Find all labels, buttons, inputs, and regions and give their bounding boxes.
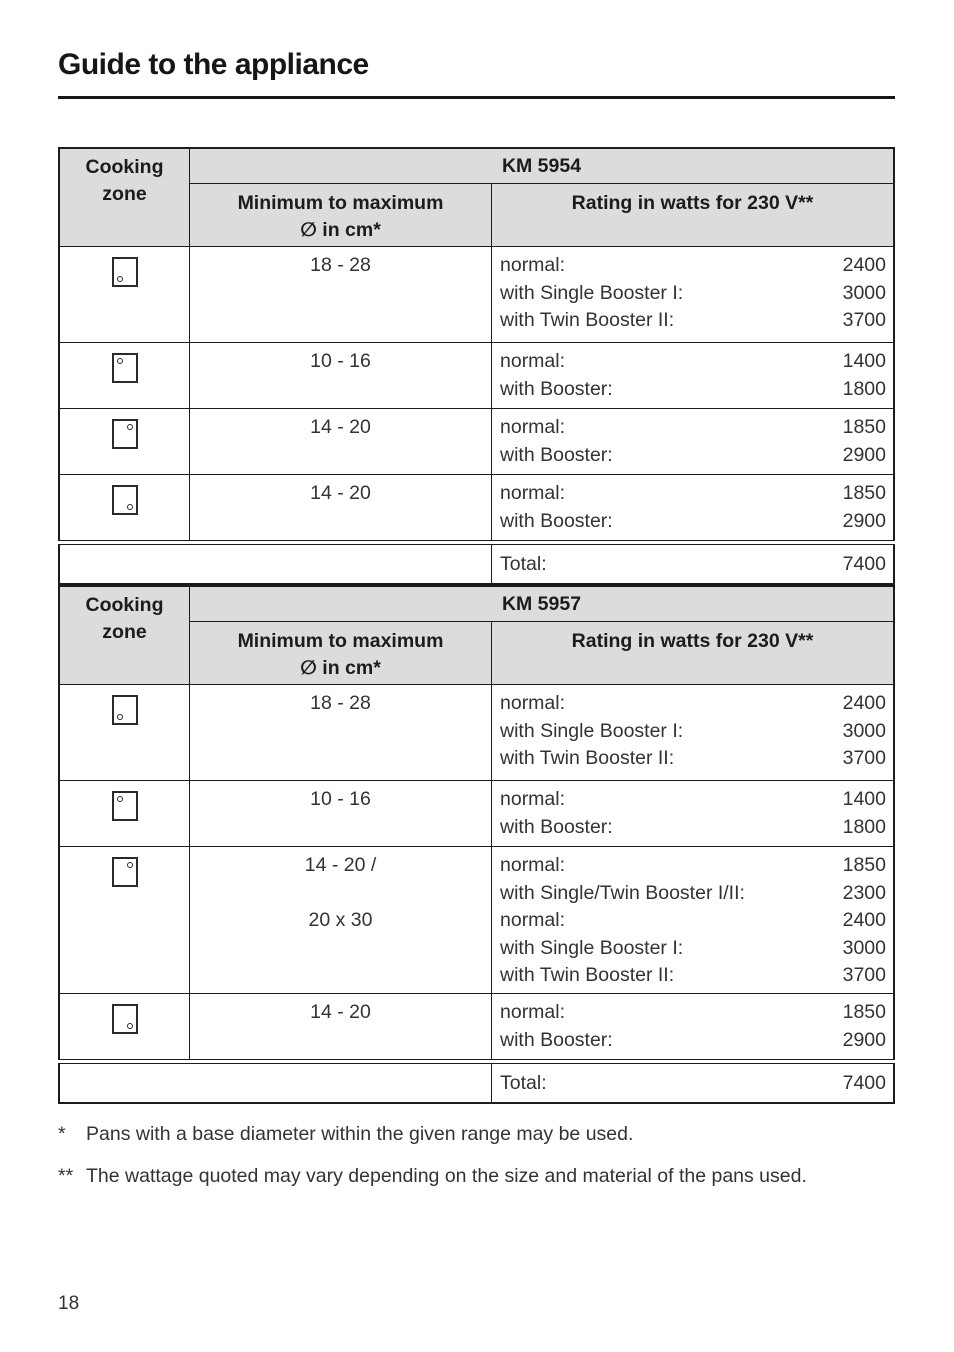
table-row	[60, 474, 893, 540]
rating-value: 2900	[842, 509, 886, 532]
model-header: KM 5954	[190, 149, 893, 184]
total-label: Total:	[500, 1071, 547, 1094]
rating-value: 2900	[842, 443, 886, 466]
rating-line	[500, 376, 886, 404]
rating-value: 1850	[842, 854, 886, 876]
table-row	[60, 408, 893, 474]
total-row	[58, 544, 895, 585]
model-header: KM 5957	[190, 587, 893, 622]
rating-label: with Twin Booster II:	[500, 964, 675, 986]
total-value: 7400	[842, 1071, 886, 1094]
table-row	[60, 780, 893, 846]
cooking-zone-icon	[112, 1004, 138, 1034]
table-row	[60, 342, 893, 408]
rating-label: normal:	[500, 909, 566, 931]
rating-value: 1850	[842, 482, 886, 504]
rating-label: with Single/Twin Booster I/II:	[500, 881, 745, 904]
rating-label: normal:	[500, 254, 566, 276]
cooking-zone-icon	[112, 857, 138, 887]
rating-line	[500, 745, 886, 773]
rating-value: 1800	[842, 815, 886, 838]
rating-value: 1400	[842, 788, 886, 810]
total-value: 7400	[842, 552, 886, 575]
rating-label: normal:	[500, 692, 566, 714]
total-label: Total:	[500, 552, 547, 575]
table-row	[60, 993, 893, 1059]
rating-line	[500, 690, 886, 718]
rating-line	[500, 814, 886, 842]
footnote-marker: *	[58, 1123, 66, 1145]
rating-value: 1850	[842, 1001, 886, 1023]
rating-label: normal:	[500, 350, 566, 372]
total-row	[58, 1063, 895, 1104]
rating-line	[500, 348, 886, 376]
rating-line	[500, 480, 886, 508]
table-row	[60, 246, 893, 342]
rating-label: normal:	[500, 482, 566, 504]
rating-label: with Booster:	[500, 815, 613, 838]
rating-line	[500, 962, 886, 990]
rating-label: with Single Booster I:	[500, 281, 684, 304]
rating-line	[500, 786, 886, 814]
rating-label: with Booster:	[500, 509, 613, 532]
rating-line	[500, 935, 886, 963]
cooking-zone-icon	[112, 353, 138, 383]
rating-line	[500, 307, 886, 335]
cooking-zone-icon	[112, 695, 138, 725]
rating-value: 1400	[842, 350, 886, 372]
diameter-value-secondary: 20 x 30	[308, 909, 373, 931]
rating-label: normal:	[500, 788, 566, 810]
diameter-value: 10 - 16	[190, 781, 492, 846]
table-km-5957	[58, 585, 895, 1104]
rating-label: with Twin Booster II:	[500, 309, 675, 331]
diameter-value: 14 - 20 / 20 x 30	[190, 847, 492, 993]
diameter-value: 14 - 20	[190, 475, 492, 540]
cooking-zone-icon	[112, 419, 138, 449]
diameter-value: 14 - 20	[190, 409, 492, 474]
rating-label: normal:	[500, 854, 566, 876]
page-number: 18	[58, 1293, 80, 1314]
rating-label: with Single Booster I:	[500, 936, 684, 959]
rating-line	[500, 718, 886, 746]
zone-column-header: Cooking zone	[60, 587, 190, 684]
title-rule	[58, 96, 895, 99]
rating-line	[500, 852, 886, 880]
rating-value: 3700	[842, 309, 886, 331]
rating-value: 3700	[842, 747, 886, 769]
rating-line	[500, 414, 886, 442]
rating-value: 3700	[842, 964, 886, 986]
diameter-value: 18 - 28	[190, 685, 492, 780]
rating-line	[500, 999, 886, 1027]
rating-column-header: Rating in watts for 230 V**	[571, 192, 814, 214]
rating-line	[500, 508, 886, 536]
table-km-5954	[58, 147, 895, 585]
rating-label: normal:	[500, 416, 566, 438]
rating-line	[500, 880, 886, 908]
cooking-zone-icon	[112, 257, 138, 287]
page-content	[58, 48, 895, 1204]
diameter-value: 18 - 28	[190, 247, 492, 342]
footnotes	[58, 1120, 895, 1190]
rating-label: normal:	[500, 1001, 566, 1023]
rating-label: with Booster:	[500, 377, 613, 400]
rating-value: 2300	[842, 881, 886, 904]
rating-value: 1800	[842, 377, 886, 400]
table-row	[60, 684, 893, 780]
rating-value: 2900	[842, 1028, 886, 1051]
cooking-zone-icon	[112, 791, 138, 821]
footnote-marker: **	[58, 1165, 74, 1187]
footnote-text: The wattage quoted may vary depending on the size and material of the pans used.	[86, 1165, 807, 1187]
cooking-zone-icon	[112, 485, 138, 515]
diameter-column-header: Minimum to maximum ∅ in cm*	[190, 184, 492, 246]
diameter-value: 10 - 16	[190, 343, 492, 408]
footnote-text: Pans with a base diameter within the given range may be used.	[86, 1123, 634, 1145]
rating-value: 3000	[842, 936, 886, 959]
rating-value: 3000	[842, 281, 886, 304]
rating-line	[500, 252, 886, 280]
diameter-value: 14 - 20	[190, 994, 492, 1059]
table-row	[60, 846, 893, 993]
rating-value: 2400	[842, 692, 886, 714]
rating-column-header: Rating in watts for 230 V**	[571, 630, 814, 652]
rating-line	[500, 907, 886, 935]
rating-label: with Booster:	[500, 1028, 613, 1051]
rating-line	[500, 1027, 886, 1055]
footnote	[58, 1162, 895, 1190]
rating-label: with Twin Booster II:	[500, 747, 675, 769]
page-title: Guide to the appliance	[58, 48, 369, 81]
rating-value: 3000	[842, 719, 886, 742]
rating-value: 2400	[842, 909, 886, 931]
rating-value: 2400	[842, 254, 886, 276]
rating-label: with Booster:	[500, 443, 613, 466]
rating-value: 1850	[842, 416, 886, 438]
footnote	[58, 1120, 895, 1148]
rating-line	[500, 442, 886, 470]
zone-column-header: Cooking zone	[60, 149, 190, 246]
rating-line	[500, 280, 886, 308]
diameter-column-header: Minimum to maximum ∅ in cm*	[190, 622, 492, 684]
rating-label: with Single Booster I:	[500, 719, 684, 742]
